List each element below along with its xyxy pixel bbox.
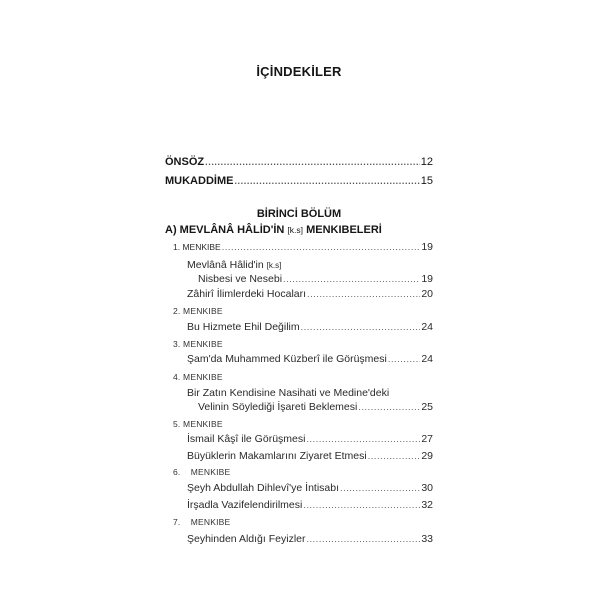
toc-entry-onsoz[interactable]: [165, 156, 433, 169]
section-heading: [165, 224, 382, 236]
menkibe-label: 7. MENKIBE: [173, 517, 231, 527]
toc-page-number: 15: [420, 175, 433, 187]
ks-abbreviation: [k.s]: [287, 225, 303, 235]
toc-entry-label: MUKADDİME: [165, 175, 234, 187]
ks-abbreviation: [k.s]: [266, 261, 282, 270]
toc-entry-label: Şeyhinden Aldığı Feyizler: [187, 533, 306, 545]
dot-leader: [388, 353, 420, 366]
dot-leader: [307, 288, 420, 301]
toc-entry-line1: [187, 259, 281, 271]
toc-entry-label: Nisbesi ve Nesebi: [198, 273, 283, 285]
dot-leader: [368, 450, 421, 463]
page-title: İÇİNDEKİLER: [256, 64, 342, 79]
dot-leader: [222, 241, 421, 254]
dot-leader: [234, 175, 419, 188]
toc-entry-ismail-kasi[interactable]: [187, 433, 433, 446]
toc-entry-bu-hizmete[interactable]: [187, 321, 433, 334]
toc-page-number: 25: [421, 401, 433, 413]
menkibe-label: 2. MENKIBE: [173, 306, 223, 316]
toc-entry-label: ÖNSÖZ: [165, 156, 205, 168]
toc-entry-label: Şam'da Muhammed Küzberî ile Görüşmesi: [187, 353, 387, 365]
toc-page-number: 24: [421, 353, 433, 365]
dot-leader: [358, 401, 420, 414]
toc-entry-zahiri[interactable]: [187, 288, 433, 301]
toc-entry-buyuklerin[interactable]: [187, 450, 433, 463]
toc-entry-label: Şeyh Abdullah Dihlevî'ye İntisabı: [187, 482, 340, 494]
toc-page-number: 12: [420, 156, 433, 168]
section-heading-prefix: A) MEVLÂNÂ HÂLİD'İN: [165, 224, 285, 236]
toc-entry-label: İsmail Kâşî ile Görüşmesi: [187, 433, 306, 445]
toc-entry-label: İrşadla Vazifelendirilmesi: [187, 499, 303, 511]
section-heading-suffix: MENKIBELERİ: [306, 224, 382, 236]
toc-entry-velinin[interactable]: [198, 401, 433, 414]
toc-page-number: 24: [421, 321, 433, 333]
menkibe-label: 4. MENKIBE: [173, 372, 223, 382]
toc-page-number: 32: [421, 499, 433, 511]
dot-leader: [205, 156, 420, 169]
toc-entry-sam-da[interactable]: [187, 353, 433, 366]
menkibe-label: 6. MENKIBE: [173, 467, 231, 477]
toc-entry-line1: Bir Zatın Kendisine Nasihati ve Medine'deki: [187, 387, 390, 399]
dot-leader: [283, 273, 420, 286]
toc-entry-mukaddime[interactable]: [165, 175, 433, 188]
menkibe-label: 1. MENKIBE: [173, 242, 221, 252]
toc-page-number: 33: [421, 533, 433, 545]
dot-leader: [306, 533, 420, 546]
toc-entry-nisbesi[interactable]: [198, 273, 433, 286]
toc-entry-menkibe-1[interactable]: [173, 241, 433, 254]
toc-entry-line1-text: Mevlânâ Hâlid'in: [187, 259, 264, 271]
dot-leader: [303, 499, 420, 512]
dot-leader: [340, 482, 420, 495]
toc-entry-seyhinden[interactable]: [187, 533, 433, 546]
toc-entry-label: Velinin Söylediği İşareti Beklemesi: [198, 401, 358, 413]
dot-leader: [301, 321, 421, 334]
toc-entry-label: Büyüklerin Makamlarını Ziyaret Etmesi: [187, 450, 367, 462]
part-heading: BİRİNCİ BÖLÜM: [256, 208, 342, 220]
toc-page-number: 30: [421, 482, 433, 494]
toc-page-number: 20: [421, 288, 433, 300]
toc-page-number: 29: [421, 450, 433, 462]
toc-entry-irsadla[interactable]: [187, 499, 433, 512]
toc-page-number: 19: [421, 241, 433, 253]
toc-entry-seyh-abdullah[interactable]: [187, 482, 433, 495]
toc-entry-label: Zâhirî İlimlerdeki Hocaları: [187, 288, 307, 300]
toc-entry-label: Bu Hizmete Ehil Değilim: [187, 321, 300, 333]
menkibe-label: 5. MENKIBE: [173, 419, 223, 429]
menkibe-label: 3. MENKIBE: [173, 339, 223, 349]
toc-page-number: 19: [421, 273, 433, 285]
toc-page-number: 27: [421, 433, 433, 445]
dot-leader: [306, 433, 420, 446]
